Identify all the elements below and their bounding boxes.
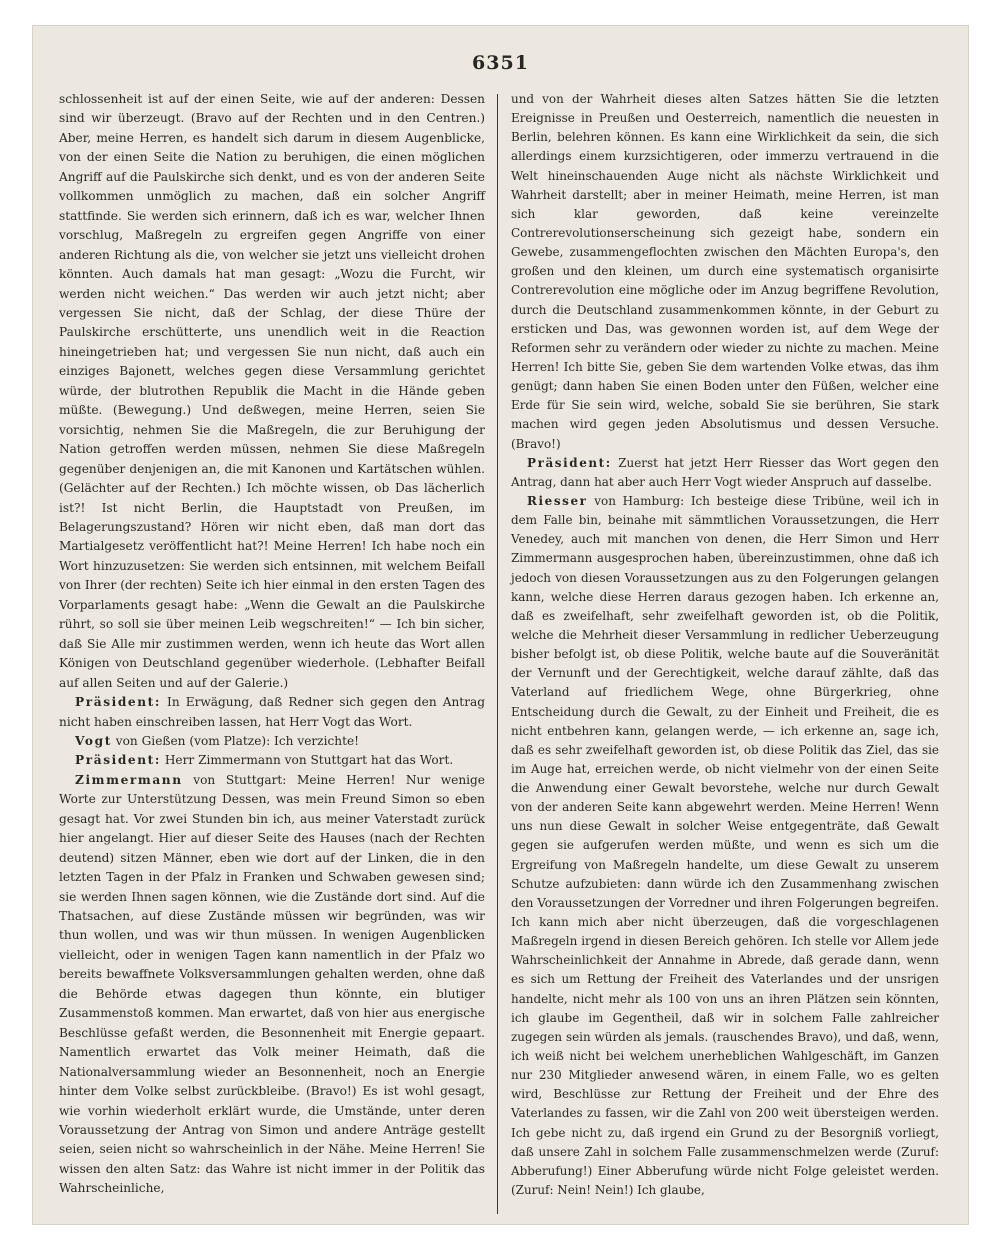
column-divider	[497, 94, 498, 1214]
paragraph-text: von Gießen (vom Platze): Ich verzichte!	[115, 733, 360, 748]
paragraph	[511, 454, 939, 492]
speaker-name: Präsident:	[75, 753, 161, 768]
speaker-name: Präsident:	[527, 455, 612, 470]
speaker-name: Vogt	[75, 733, 112, 748]
paragraph-text: von Hamburg: Ich besteige diese Tribüne, weil ich in dem Falle bin, beinahe mit sämmtlichen Voraussetzungen, die Herr Venedey, auch mit manchen von denen, die Herr Simon und Herr Zimmermann ausgesprochen haben, übereinzustimmen, ohne daß ich jedoch von diesen Voraussetzungen aus zu den Folgerungen gelangen kann, welche diese Herren daraus gezogen haben. Ich erkenne an, daß es zweifelhaft, sehr zweifelhaft geworden ist, ob die Politik, welche die Mehrheit dieser Versammlung in redlicher Ueberzeugung bisher befolgt ist, ob diese Politik, welche baute auf die Souveränität der Vernunft und der Gerechtigkeit, welche darauf zählte, daß das Vaterland auf friedlichem Wege, ohne Bürgerkrieg, ohne Entscheidung durch die Gewalt, zu der Einheit und Freiheit, die es nicht entbehren kann, gelangen werde, — ich erkenne an, sage ich, daß es sehr zweifelhaft geworden ist, ob diese Politik das Ziel, das sie im Auge hat, erreichen werde, ob nicht vielmehr von der einen Seite die Anwendung einer Gewalt bevorstehe, welche nur durch Gewalt von der anderen Seite kann abgewehrt werden. Meine Herren! Wenn uns nun diese Gewalt in solcher Weise entgegenträte, daß Gewalt gegen sie aufgerufen werden müßte, und wenn es sich um die Ergreifung von Maßregeln handelte, um diese Gewalt zu unserem Schutze aufzubieten: dann würde ich den Zusammenhang zwischen den Voraussetzungen der Vorredner und ihren Folgerungen begreifen. Ich kann mich aber nicht überzeugen, daß die vorgeschlagenen Maßregeln irgend in diesen Bereich gehören. Ich stelle vor Allem jede Wahrscheinlichkeit der Annahme in Abrede, daß gerade dann, wenn es sich um Rettung der Freiheit des Vaterlandes und der unsrigen handelte, nicht mehr als 100 von uns an ihren Plätzen sein könnten, ich glaube im Gegentheil, daß wir in solchem Falle zahlreicher zugegen sein würden als jemals. (rauschendes Bravo), und daß, wenn, ich weiß nicht bei welchem unerheblichen Wahlgeschäft, im Ganzen nur 230 Mitglieder anwesend wären, in einem Falle, wo es gelten wird, Beschlüsse zur Rettung der Freiheit und der Ehre des Vaterlandes zu fassen, wir die Zahl von 200 weit übersteigen werden. Ich gebe nicht zu, daß irgend ein Grund zu der Besorgniß vorliegt, daß unsere Zahl in solchem Falle zusammenschmelzen werde (Zuruf: Abberufung!) Einer Abberufung würde nicht Folge geleistet werden. (Zuruf: Nein! Nein!) Ich glaube,	[511, 493, 940, 1198]
paragraph-text: und von der Wahrheit dieses alten Satzes hätten Sie die letzten Ereignisse in Preußen und Oesterreich, namentlich die neuesten in Berlin, belehren können. Es kann eine Wirklichkeit da sein, die sich allerdings einem kurzsichtigeren, oder immerzu vertrauend in die Welt hineinschauenden Auge nicht als nächste Wirklichkeit und Wahrheit darstellt; aber in meiner Heimath, meine Herren, ist man sich klar geworden, daß keine vereinzelte Contrerevolutionserscheinung sich gezeigt habe, sondern ein Gewebe, zusammengeflochten zwischen den Mächten Europa's, den großen und den kleinen, um durch eine systematisch organisirte Contrerevolution eine mögliche oder im Anzug begriffene Revolution, durch die Deutschland zusammenkommen könnte, in der Geburt zu ersticken und Das, was gewonnen worden ist, auf dem Wege der Reformen sehr zu verändern oder wieder zu nichte zu machen. Meine Herren! Ich bitte Sie, geben Sie dem wartenden Volke etwas, das ihm genügt; dann haben Sie einen Boden unter den Füßen, welcher eine Erde für Sie sein wird, welche, sobald Sie sie berühren, Sie stark machen wird gegen jeden Absolutismus und dessen Versuche. (Bravo!)	[511, 92, 939, 451]
paragraph-text: Herr Zimmermann von Stuttgart hat das Wort.	[164, 753, 454, 768]
paragraph	[59, 771, 485, 1199]
paragraph	[59, 90, 485, 693]
speaker-name: Riesser	[527, 493, 588, 508]
speaker-name: Zimmermann	[75, 772, 183, 787]
paragraph-text: In Erwägung, daß Redner sich gegen den Antrag nicht haben einschreiben lassen, hat Herr Vogt das Wort.	[59, 695, 486, 729]
paragraph	[59, 732, 485, 751]
paragraph	[59, 751, 485, 770]
speaker-name: Präsident:	[75, 695, 161, 710]
paragraph-text: von Stuttgart: Meine Herren! Nur wenige Worte zur Unterstützung Dessen, was mein Freund Simon so eben gesagt hat. Vor zwei Stunden bin ich, aus meiner Vaterstadt zurück hier angelangt. Hier auf dieser Seite des Hauses (nach der Rechten deutend) sitzen Männer, eben wie dort auf der Linken, die in den letzten Tagen in der Pfalz in Franken und Schwaben gewesen sind; sie werden Ihnen sagen können, wie die Zustände dort sind. Auf die Thatsachen, auf diese Zustände müssen wir begründen, was wir thun wollen, und was wir thun müssen. In wenigen Augenblicken vielleicht, oder in wenigen Tagen kann namentlich in der Pfalz wo bereits bewaffnete Volksversammlungen gehalten werden, ohne daß die Behörde etwas dagegen thun könnte, ein blutiger Zusammenstoß kommen. Man erwartet, daß von hier aus energische Beschlüsse gefaßt werden, die Besonnenheit mit Energie gepaart. Namentlich erwartet das Volk meiner Heimath, daß die Nationalversammlung wieder an Besonnenheit, noch an Energie hinter dem Volke selbst zurückbleibe. (Bravo!) Es ist wohl gesagt, wie vorhin wiederholt erklärt wurde, die Umstände, unter deren Voraussetzung der Antrag von Simon und andere Anträge gestellt seien, seien nicht so wahrscheinlich in der Nähe. Meine Herren! Sie wissen den alten Satz: das Wahre ist nicht immer in der Politik das Wahrscheinliche,	[59, 772, 485, 1196]
left-column	[59, 90, 485, 1199]
right-column	[511, 90, 939, 1200]
paragraph-text: schlossenheit ist auf der einen Seite, wie auf der anderen: Dessen sind wir überzeugt. (Bravo auf der Rechten und in den Centren.) Aber, meine Herren, es handelt sich darum in diesem Augenblicke, von der einen Seite die Nation zu beruhigen, die einen möglichen Angriff auf die Paulskirche sich denkt, und es von der anderen Seite vollkommen unmöglich zu machen, daß ein solcher Angriff stattfinde. Sie werden sich erinnern, daß ich es war, welcher Ihnen vorschlug, Maßregeln zu ergreifen gegen Angriffe von einer anderen Richtung als die, von welcher sie jetzt uns vielleicht drohen könnten. Auch damals hat man gesagt: „Wozu die Furcht, wir werden nicht weichen.“ Das werden wir auch jetzt nicht; aber vergessen Sie nicht, daß der Schlag, der diese Thüre der Paulskirche erschütterte, uns unendlich weit in die Reaction hineingetrieben hat; und vergessen Sie nun nicht, daß auch ein einziges Bajonett, welches gegen diese Versammlung gerichtet würde, der blutrothen Republik die Macht in die Hände geben müßte. (Bewegung.) Und deßwegen, meine Herren, seien Sie vorsichtig, nehmen Sie die Maßregeln, die zur Beruhigung der Nation getroffen werden müssen, nehmen Sie diese Maßregeln gegenüber denjenigen an, die mit Kanonen und Kartätschen wühlen. (Gelächter auf der Rechten.) Ich möchte wissen, ob Das lächerlich ist?! Ist nicht Berlin, die Hauptstadt von Preußen, im Belagerungszustand? Hören wir nicht eben, daß man dort das Martialgesetz veröffentlicht hat?! Meine Herren! Ich habe noch ein Wort hinzuzusetzen: Sie werden sich entsinnen, mit welchem Beifall von Ihrer (der rechten) Seite ich hier einmal in den ersten Tagen des Vorparlaments gesagt habe: „Wenn die Gewalt an die Paulskirche rührt, so soll sie über meinen Leib wegschreiten!“ — Ich bin sicher, daß Sie Alle mir zustimmen werden, wenn ich heute das Wort allen Königen von Deutschland gegenüber wiederhole. (Lebhafter Beifall auf allen Seiten und auf der Galerie.)	[59, 92, 485, 690]
paragraph	[511, 492, 939, 1200]
paragraph-text: Zuerst hat jetzt Herr Riesser das Wort gegen den Antrag, dann hat aber auch Herr Vogt wieder Anspruch auf dasselbe.	[511, 455, 939, 489]
paragraph	[511, 90, 939, 454]
page-number: 6351	[472, 52, 529, 74]
newspaper-page	[32, 25, 969, 1225]
paragraph	[59, 693, 485, 732]
